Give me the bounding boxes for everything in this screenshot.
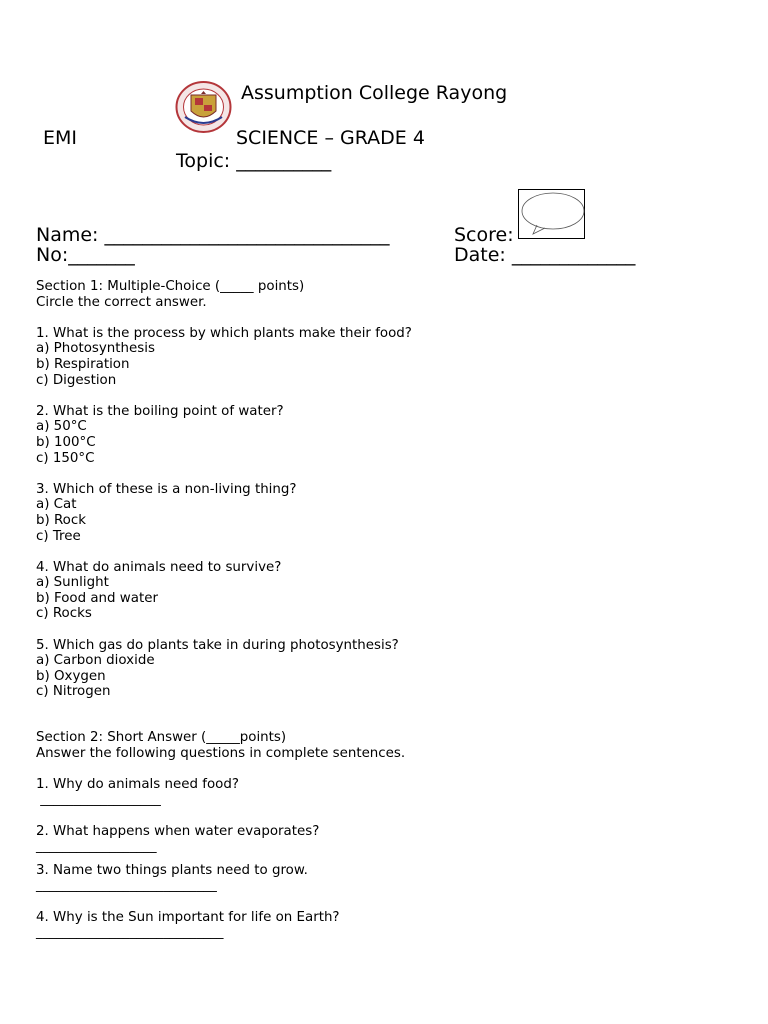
question-text: 2. What is the boiling point of water? (36, 403, 284, 419)
score-label: Score: (454, 224, 514, 246)
question-text: 3. Which of these is a non-living thing? (36, 481, 297, 497)
speech-bubble-icon (519, 190, 586, 240)
subject-title: SCIENCE – GRADE 4 (236, 127, 425, 149)
school-name: Assumption College Rayong (241, 82, 508, 104)
section-2-instruction: Answer the following questions in complete sentences. (36, 745, 406, 761)
answer-option[interactable]: b) Oxygen (36, 668, 106, 684)
school-crest-icon (175, 81, 232, 133)
program-label: EMI (43, 127, 78, 149)
answer-option[interactable]: c) Digestion (36, 372, 117, 388)
section-2-title: Section 2: Short Answer (_____points) (36, 730, 287, 745)
question-text: 4. What do animals need to survive? (36, 559, 282, 575)
answer-option[interactable]: b) Respiration (36, 356, 130, 372)
topic-field[interactable]: Topic: __________ (176, 150, 332, 172)
question-text: 3. Name two things plants need to grow. (36, 862, 308, 878)
question-text: 5. Which gas do plants take in during photosynthesis? (36, 637, 399, 653)
answer-option[interactable]: c) 150°C (36, 450, 95, 466)
answer-option[interactable]: b) 100°C (36, 434, 96, 450)
answer-line[interactable]: ___________________________ (36, 878, 217, 894)
section-2 (36, 730, 405, 941)
score-box[interactable] (518, 189, 585, 239)
answer-line[interactable]: ____________________________ (36, 925, 224, 941)
question-text: 4. Why is the Sun important for life on Earth? (36, 909, 340, 925)
answer-option[interactable]: a) Carbon dioxide (36, 653, 155, 669)
answer-option[interactable]: c) Tree (36, 528, 81, 544)
answer-option[interactable]: b) Rock (36, 512, 86, 528)
section-1 (36, 279, 412, 700)
answer-option[interactable]: a) 50°C (36, 419, 87, 435)
answer-option[interactable]: a) Cat (36, 497, 77, 513)
question-text: 1. Why do animals need food? (36, 776, 239, 792)
answer-option[interactable]: a) Photosynthesis (36, 341, 155, 357)
answer-option[interactable]: b) Food and water (36, 590, 158, 606)
section-1-instruction: Circle the correct answer. (36, 294, 207, 310)
answer-option[interactable]: c) Nitrogen (36, 684, 111, 700)
question-text: 2. What happens when water evaporates? (36, 823, 320, 839)
answer-line[interactable]: __________________ (36, 792, 161, 808)
section-1-title: Section 1: Multiple-Choice (_____ points) (36, 279, 305, 294)
number-field[interactable]: No:_______ (36, 244, 135, 266)
date-field[interactable]: Date: _____________ (454, 244, 636, 266)
answer-option[interactable]: a) Sunlight (36, 575, 109, 591)
question-text: 1. What is the process by which plants make their food? (36, 325, 412, 341)
answer-line[interactable]: __________________ (36, 839, 157, 855)
answer-option[interactable]: c) Rocks (36, 606, 92, 622)
name-field[interactable]: Name: ______________________________ (36, 224, 390, 246)
